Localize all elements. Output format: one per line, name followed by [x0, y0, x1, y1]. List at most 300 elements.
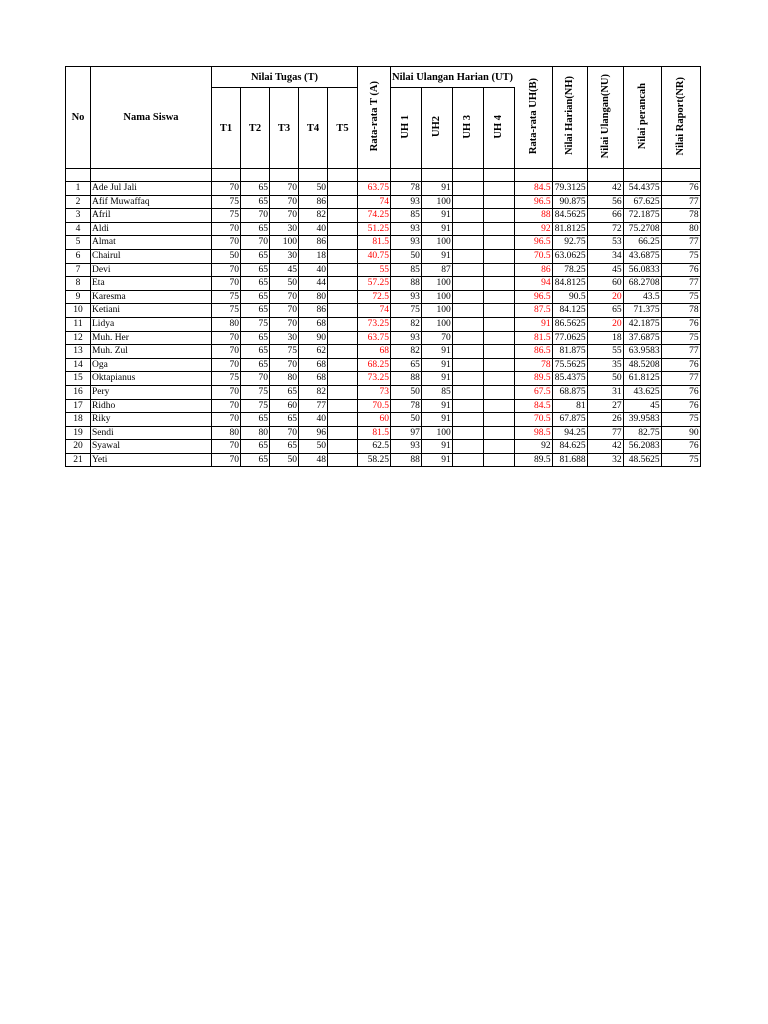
cell-rata-t: 73.25	[358, 317, 391, 331]
spacer-row	[66, 169, 701, 182]
cell-t5	[328, 345, 358, 359]
cell-uh4	[483, 236, 514, 250]
cell-uh4	[483, 290, 514, 304]
cell-no: 4	[66, 222, 91, 236]
cell-rata-t: 62.5	[358, 440, 391, 454]
cell-nama: Muh. Zul	[91, 345, 212, 359]
cell-t1: 70	[212, 182, 241, 196]
header-nu-cell	[587, 67, 623, 169]
cell-nama: Afif Muwaffaq	[91, 195, 212, 209]
cell-uh2: 100	[421, 290, 452, 304]
cell-nr: 78	[661, 304, 700, 318]
cell-uh1: 85	[391, 209, 422, 223]
table-row	[66, 413, 701, 427]
cell-uh1: 88	[391, 372, 422, 386]
cell-uh1: 82	[391, 317, 422, 331]
cell-t1: 70	[212, 222, 241, 236]
header-nilai-ulangan: Nilai Ulangan(NU)	[599, 73, 611, 159]
cell-rata-t: 74.25	[358, 209, 391, 223]
cell-nu: 65	[587, 304, 623, 318]
cell-uh2: 91	[421, 249, 452, 263]
header-nilai-harian: Nilai Harian(NH)	[564, 76, 576, 156]
cell-t4: 18	[299, 249, 328, 263]
header-no: No	[66, 67, 91, 169]
cell-t3: 30	[270, 222, 299, 236]
cell-np: 37.6875	[623, 331, 661, 345]
cell-rata-t: 68	[358, 345, 391, 359]
cell-rata-t: 68.25	[358, 358, 391, 372]
cell-rata-t: 70.5	[358, 399, 391, 413]
cell-nu: 45	[587, 263, 623, 277]
table-row	[66, 331, 701, 345]
cell-nama: Karesma	[91, 290, 212, 304]
cell-nu: 55	[587, 345, 623, 359]
cell-nu: 72	[587, 222, 623, 236]
table-row	[66, 358, 701, 372]
cell-t3: 70	[270, 195, 299, 209]
cell-t2: 65	[241, 277, 270, 291]
cell-t1: 80	[212, 317, 241, 331]
cell-uh2: 91	[421, 209, 452, 223]
header-rata-t-cell	[358, 67, 391, 169]
cell-nr: 75	[661, 453, 700, 467]
cell-uh2: 100	[421, 304, 452, 318]
cell-t1: 70	[212, 440, 241, 454]
cell-rata-uh: 86.5	[514, 345, 552, 359]
cell-no: 19	[66, 426, 91, 440]
cell-t2: 65	[241, 290, 270, 304]
cell-t5	[328, 304, 358, 318]
cell-uh4	[483, 182, 514, 196]
cell-rata-uh: 92	[514, 222, 552, 236]
cell-rata-t: 81.5	[358, 236, 391, 250]
cell-rata-uh: 91	[514, 317, 552, 331]
cell-np: 43.6875	[623, 249, 661, 263]
cell-uh2: 100	[421, 236, 452, 250]
cell-t1: 70	[212, 453, 241, 467]
cell-nh: 78.25	[552, 263, 587, 277]
table-row	[66, 277, 701, 291]
cell-uh2: 91	[421, 440, 452, 454]
header-uh1-cell	[391, 88, 422, 169]
cell-nama: Ade Jul Jali	[91, 182, 212, 196]
cell-t4: 86	[299, 195, 328, 209]
cell-rata-t: 73.25	[358, 372, 391, 386]
cell-nama: Lidya	[91, 317, 212, 331]
cell-rata-uh: 67.5	[514, 385, 552, 399]
cell-t3: 65	[270, 385, 299, 399]
cell-t1: 70	[212, 399, 241, 413]
cell-no: 3	[66, 209, 91, 223]
cell-nr: 75	[661, 290, 700, 304]
cell-rata-uh: 92	[514, 440, 552, 454]
cell-uh3	[452, 453, 483, 467]
cell-t2: 75	[241, 399, 270, 413]
cell-no: 8	[66, 277, 91, 291]
cell-nh: 94.25	[552, 426, 587, 440]
cell-rata-t: 63.75	[358, 331, 391, 345]
cell-nh: 79.3125	[552, 182, 587, 196]
cell-t1: 75	[212, 290, 241, 304]
cell-t1: 70	[212, 331, 241, 345]
cell-t1: 50	[212, 249, 241, 263]
cell-uh1: 75	[391, 304, 422, 318]
table-row	[66, 263, 701, 277]
cell-nr: 77	[661, 372, 700, 386]
cell-nr: 77	[661, 345, 700, 359]
cell-uh2: 85	[421, 385, 452, 399]
cell-nr: 75	[661, 413, 700, 427]
cell-nh: 86.5625	[552, 317, 587, 331]
cell-no: 17	[66, 399, 91, 413]
cell-t4: 68	[299, 358, 328, 372]
cell-nama: Syawal	[91, 440, 212, 454]
cell-uh2: 91	[421, 182, 452, 196]
cell-t1: 70	[212, 345, 241, 359]
cell-no: 11	[66, 317, 91, 331]
cell-nh: 81.688	[552, 453, 587, 467]
cell-t4: 82	[299, 385, 328, 399]
table-row	[66, 182, 701, 196]
cell-nr: 77	[661, 195, 700, 209]
cell-t5	[328, 317, 358, 331]
cell-t3: 30	[270, 249, 299, 263]
cell-nama: Devi	[91, 263, 212, 277]
cell-nr: 90	[661, 426, 700, 440]
header-t3: T3	[270, 88, 299, 169]
cell-uh2: 91	[421, 413, 452, 427]
cell-t5	[328, 453, 358, 467]
cell-rata-t: 51.25	[358, 222, 391, 236]
cell-t3: 50	[270, 453, 299, 467]
cell-t5	[328, 358, 358, 372]
cell-t5	[328, 222, 358, 236]
cell-t4: 90	[299, 331, 328, 345]
cell-nh: 68.875	[552, 385, 587, 399]
cell-uh2: 91	[421, 222, 452, 236]
cell-nr: 76	[661, 317, 700, 331]
cell-nama: Oktapianus	[91, 372, 212, 386]
cell-uh3	[452, 209, 483, 223]
cell-t5	[328, 249, 358, 263]
cell-t5	[328, 399, 358, 413]
cell-t3: 65	[270, 413, 299, 427]
cell-nu: 20	[587, 290, 623, 304]
cell-rata-uh: 70.5	[514, 413, 552, 427]
cell-nama: Afril	[91, 209, 212, 223]
cell-uh2: 100	[421, 195, 452, 209]
cell-rata-t: 55	[358, 263, 391, 277]
header-nilai-ulangan-harian: Nilai Ulangan Harian (UT)	[391, 67, 515, 88]
cell-nh: 81.875	[552, 345, 587, 359]
cell-nr: 75	[661, 331, 700, 345]
header-nilai-perancah: Nilai perancah	[636, 82, 648, 150]
cell-uh3	[452, 304, 483, 318]
cell-uh3	[452, 263, 483, 277]
cell-t5	[328, 331, 358, 345]
table-row	[66, 290, 701, 304]
cell-nr: 77	[661, 277, 700, 291]
cell-np: 75.2708	[623, 222, 661, 236]
cell-rata-uh: 81.5	[514, 331, 552, 345]
cell-uh4	[483, 453, 514, 467]
header-np-cell	[623, 67, 661, 169]
cell-rata-t: 81.5	[358, 426, 391, 440]
cell-nh: 67.875	[552, 413, 587, 427]
cell-uh1: 50	[391, 385, 422, 399]
cell-t4: 40	[299, 222, 328, 236]
cell-no: 2	[66, 195, 91, 209]
cell-np: 63.9583	[623, 345, 661, 359]
cell-uh1: 85	[391, 263, 422, 277]
cell-uh1: 78	[391, 399, 422, 413]
cell-t4: 40	[299, 263, 328, 277]
cell-uh2: 91	[421, 358, 452, 372]
cell-np: 48.5625	[623, 453, 661, 467]
cell-uh2: 91	[421, 453, 452, 467]
cell-uh3	[452, 236, 483, 250]
cell-rata-uh: 98.5	[514, 426, 552, 440]
cell-nu: 77	[587, 426, 623, 440]
cell-t4: 80	[299, 290, 328, 304]
cell-rata-uh: 88	[514, 209, 552, 223]
cell-nh: 81	[552, 399, 587, 413]
header-uh4-cell	[483, 88, 514, 169]
cell-t1: 75	[212, 209, 241, 223]
cell-uh1: 78	[391, 182, 422, 196]
cell-nr: 76	[661, 385, 700, 399]
cell-rata-t: 57.25	[358, 277, 391, 291]
cell-rata-t: 60	[358, 413, 391, 427]
cell-rata-uh: 94	[514, 277, 552, 291]
cell-nu: 32	[587, 453, 623, 467]
cell-t4: 96	[299, 426, 328, 440]
cell-t3: 70	[270, 209, 299, 223]
cell-nu: 35	[587, 358, 623, 372]
cell-nu: 60	[587, 277, 623, 291]
cell-rata-t: 40.75	[358, 249, 391, 263]
cell-uh3	[452, 372, 483, 386]
cell-t2: 65	[241, 345, 270, 359]
cell-t2: 65	[241, 440, 270, 454]
cell-t3: 80	[270, 372, 299, 386]
cell-t5	[328, 263, 358, 277]
cell-rata-t: 63.75	[358, 182, 391, 196]
header-uh2-cell	[421, 88, 452, 169]
header-uh4: UH 4	[493, 114, 505, 139]
cell-uh3	[452, 345, 483, 359]
cell-uh2: 91	[421, 345, 452, 359]
cell-uh1: 93	[391, 222, 422, 236]
cell-t4: 50	[299, 182, 328, 196]
cell-nama: Chairul	[91, 249, 212, 263]
cell-rata-uh: 70.5	[514, 249, 552, 263]
cell-no: 12	[66, 331, 91, 345]
cell-t4: 44	[299, 277, 328, 291]
cell-uh4	[483, 426, 514, 440]
header-nr-cell	[661, 67, 700, 169]
cell-np: 72.1875	[623, 209, 661, 223]
cell-no: 21	[66, 453, 91, 467]
cell-nu: 56	[587, 195, 623, 209]
header-t5: T5	[328, 88, 358, 169]
cell-t2: 65	[241, 453, 270, 467]
cell-nr: 76	[661, 263, 700, 277]
cell-nh: 77.0625	[552, 331, 587, 345]
cell-t2: 75	[241, 317, 270, 331]
header-rata-uh-cell	[514, 67, 552, 169]
cell-no: 18	[66, 413, 91, 427]
cell-t2: 65	[241, 222, 270, 236]
table-body	[66, 182, 701, 467]
cell-np: 39.9583	[623, 413, 661, 427]
cell-uh1: 50	[391, 249, 422, 263]
cell-t1: 80	[212, 426, 241, 440]
cell-nama: Aldi	[91, 222, 212, 236]
cell-rata-t: 58.25	[358, 453, 391, 467]
cell-rata-uh: 87.5	[514, 304, 552, 318]
cell-t1: 70	[212, 413, 241, 427]
cell-no: 13	[66, 345, 91, 359]
cell-t1: 75	[212, 372, 241, 386]
cell-np: 45	[623, 399, 661, 413]
cell-np: 82.75	[623, 426, 661, 440]
cell-rata-uh: 89.5	[514, 453, 552, 467]
cell-uh4	[483, 440, 514, 454]
cell-t3: 75	[270, 345, 299, 359]
cell-uh1: 93	[391, 236, 422, 250]
cell-t3: 70	[270, 426, 299, 440]
cell-t4: 86	[299, 304, 328, 318]
cell-t1: 75	[212, 304, 241, 318]
cell-t4: 40	[299, 413, 328, 427]
cell-t5	[328, 209, 358, 223]
cell-t3: 65	[270, 440, 299, 454]
cell-nu: 20	[587, 317, 623, 331]
table-row	[66, 317, 701, 331]
cell-uh1: 97	[391, 426, 422, 440]
cell-nu: 27	[587, 399, 623, 413]
cell-rata-uh: 96.5	[514, 195, 552, 209]
cell-t3: 30	[270, 331, 299, 345]
cell-t4: 68	[299, 317, 328, 331]
cell-np: 56.0833	[623, 263, 661, 277]
cell-t3: 70	[270, 304, 299, 318]
cell-rata-uh: 86	[514, 263, 552, 277]
cell-nr: 76	[661, 399, 700, 413]
cell-uh4	[483, 345, 514, 359]
cell-nama: Eta	[91, 277, 212, 291]
header-rata-t: Rata-rata T (A)	[368, 80, 380, 152]
header-nh-cell	[552, 67, 587, 169]
cell-t2: 70	[241, 236, 270, 250]
cell-uh4	[483, 277, 514, 291]
cell-t5	[328, 277, 358, 291]
cell-nh: 84.125	[552, 304, 587, 318]
header-rata-uh: Rata-rata UH(B)	[527, 77, 539, 155]
cell-t2: 80	[241, 426, 270, 440]
cell-uh3	[452, 426, 483, 440]
cell-nama: Almat	[91, 236, 212, 250]
cell-t2: 65	[241, 182, 270, 196]
cell-t1: 75	[212, 195, 241, 209]
cell-np: 67.625	[623, 195, 661, 209]
cell-rata-uh: 78	[514, 358, 552, 372]
cell-t4: 48	[299, 453, 328, 467]
cell-np: 66.25	[623, 236, 661, 250]
cell-uh3	[452, 440, 483, 454]
cell-uh3	[452, 222, 483, 236]
cell-rata-uh: 84.5	[514, 182, 552, 196]
cell-rata-uh: 84.5	[514, 399, 552, 413]
cell-uh3	[452, 317, 483, 331]
cell-t2: 65	[241, 304, 270, 318]
cell-rata-uh: 89.5	[514, 372, 552, 386]
cell-nr: 75	[661, 249, 700, 263]
cell-uh3	[452, 277, 483, 291]
cell-t2: 70	[241, 209, 270, 223]
cell-nh: 75.5625	[552, 358, 587, 372]
cell-nu: 31	[587, 385, 623, 399]
cell-uh2: 100	[421, 426, 452, 440]
table-row	[66, 236, 701, 250]
cell-no: 7	[66, 263, 91, 277]
cell-np: 48.5208	[623, 358, 661, 372]
cell-uh4	[483, 385, 514, 399]
table-row	[66, 249, 701, 263]
cell-uh4	[483, 317, 514, 331]
table-row	[66, 453, 701, 467]
cell-rata-t: 73	[358, 385, 391, 399]
cell-uh3	[452, 195, 483, 209]
cell-uh4	[483, 399, 514, 413]
cell-nh: 90.5	[552, 290, 587, 304]
cell-no: 6	[66, 249, 91, 263]
cell-nu: 42	[587, 182, 623, 196]
cell-uh4	[483, 263, 514, 277]
cell-t5	[328, 236, 358, 250]
cell-t4: 50	[299, 440, 328, 454]
cell-uh1: 65	[391, 358, 422, 372]
cell-t5	[328, 372, 358, 386]
cell-no: 5	[66, 236, 91, 250]
cell-nh: 92.75	[552, 236, 587, 250]
cell-nh: 90.875	[552, 195, 587, 209]
cell-t4: 82	[299, 209, 328, 223]
cell-np: 43.5	[623, 290, 661, 304]
cell-uh3	[452, 182, 483, 196]
cell-t5	[328, 440, 358, 454]
table-row	[66, 345, 701, 359]
cell-no: 1	[66, 182, 91, 196]
cell-t1: 70	[212, 236, 241, 250]
cell-t2: 65	[241, 195, 270, 209]
cell-uh1: 50	[391, 413, 422, 427]
table-row	[66, 385, 701, 399]
cell-uh4	[483, 249, 514, 263]
cell-np: 68.2708	[623, 277, 661, 291]
cell-t1: 70	[212, 277, 241, 291]
cell-np: 61.8125	[623, 372, 661, 386]
cell-t2: 75	[241, 385, 270, 399]
cell-t2: 65	[241, 413, 270, 427]
cell-uh3	[452, 249, 483, 263]
cell-no: 16	[66, 385, 91, 399]
cell-uh4	[483, 413, 514, 427]
cell-nu: 66	[587, 209, 623, 223]
cell-np: 43.625	[623, 385, 661, 399]
cell-rata-t: 74	[358, 304, 391, 318]
